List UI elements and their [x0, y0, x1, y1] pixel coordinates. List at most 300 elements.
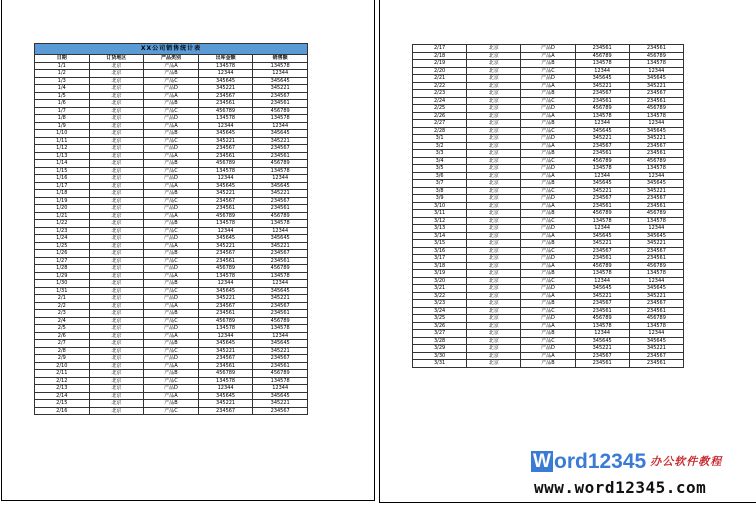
cell-category: 产品D — [144, 85, 199, 93]
cell-region: 北京 — [89, 130, 144, 138]
cell-sales: 234561 — [629, 45, 683, 53]
cell-date: 2/14 — [35, 392, 90, 400]
cell-sales: 345645 — [629, 75, 683, 83]
cell-date: 3/18 — [413, 262, 467, 270]
cell-shipment: 345645 — [198, 392, 253, 400]
cell-category: 产品A — [144, 302, 199, 310]
cell-sales: 234561 — [629, 97, 683, 105]
cell-sales: 345221 — [629, 82, 683, 90]
table-row — [413, 180, 684, 188]
cell-shipment: 234567 — [198, 355, 253, 363]
cell-date: 3/7 — [413, 180, 467, 188]
cell-region: 北京 — [89, 70, 144, 78]
cell-category: 产品A — [521, 142, 575, 150]
table-row — [413, 150, 684, 158]
cell-region: 北京 — [89, 100, 144, 108]
cell-shipment: 345221 — [575, 240, 629, 248]
cell-region: 北京 — [467, 322, 521, 330]
cell-region: 北京 — [467, 210, 521, 218]
cell-sales: 12344 — [253, 70, 308, 78]
table-row — [35, 377, 308, 385]
cell-region: 北京 — [467, 285, 521, 293]
cell-region: 北京 — [89, 197, 144, 205]
cell-shipment: 234567 — [575, 142, 629, 150]
cell-sales: 12344 — [253, 280, 308, 288]
table-row — [413, 142, 684, 150]
cell-region: 北京 — [89, 167, 144, 175]
cell-date: 2/9 — [35, 355, 90, 363]
cell-sales: 12344 — [629, 330, 683, 338]
cell-category: 产品C — [144, 317, 199, 325]
header-region: 订货地区 — [89, 55, 144, 63]
cell-sales: 234567 — [253, 92, 308, 100]
cell-category: 产品D — [144, 295, 199, 303]
cell-shipment: 456789 — [575, 210, 629, 218]
cell-region: 北京 — [467, 262, 521, 270]
cell-shipment: 345645 — [198, 287, 253, 295]
table-row — [35, 280, 308, 288]
cell-region: 北京 — [89, 62, 144, 70]
cell-category: 产品D — [144, 325, 199, 333]
cell-sales: 234561 — [253, 152, 308, 160]
cell-sales: 456789 — [253, 370, 308, 378]
cell-date: 1/15 — [35, 167, 90, 175]
cell-sales: 234561 — [629, 307, 683, 315]
cell-sales: 234567 — [629, 300, 683, 308]
cell-date: 1/28 — [35, 265, 90, 273]
table-row — [35, 385, 308, 393]
cell-category: 产品A — [144, 242, 199, 250]
cell-sales: 345645 — [253, 182, 308, 190]
table-row — [35, 100, 308, 108]
cell-sales: 234567 — [629, 352, 683, 360]
cell-region: 北京 — [467, 127, 521, 135]
cell-shipment: 134578 — [198, 325, 253, 333]
cell-date: 2/17 — [413, 45, 467, 53]
cell-region: 北京 — [467, 352, 521, 360]
cell-category: 产品D — [521, 195, 575, 203]
cell-sales: 134578 — [629, 270, 683, 278]
cell-category: 产品B — [144, 280, 199, 288]
cell-date: 1/14 — [35, 160, 90, 168]
cell-shipment: 456789 — [198, 370, 253, 378]
cell-shipment: 234561 — [198, 257, 253, 265]
cell-sales: 456789 — [629, 105, 683, 113]
logo-text: ord12345 — [554, 450, 647, 473]
table-row — [35, 145, 308, 153]
cell-shipment: 134578 — [575, 322, 629, 330]
cell-shipment: 134578 — [575, 270, 629, 278]
table-row — [35, 227, 308, 235]
cell-category: 产品C — [144, 197, 199, 205]
table-row — [35, 250, 308, 258]
cell-sales: 234567 — [253, 355, 308, 363]
cell-shipment: 234561 — [198, 310, 253, 318]
cell-category: 产品B — [144, 340, 199, 348]
cell-sales: 345221 — [253, 347, 308, 355]
cell-region: 北京 — [467, 300, 521, 308]
cell-region: 北京 — [89, 257, 144, 265]
table-row — [413, 225, 684, 233]
cell-sales: 345645 — [253, 392, 308, 400]
cell-category: 产品A — [521, 262, 575, 270]
table-row — [413, 277, 684, 285]
cell-sales: 12344 — [253, 332, 308, 340]
table-row — [35, 77, 308, 85]
cell-category: 产品B — [144, 370, 199, 378]
cell-shipment: 134578 — [198, 272, 253, 280]
cell-sales: 234567 — [629, 142, 683, 150]
cell-date: 1/31 — [35, 287, 90, 295]
cell-sales: 345645 — [253, 340, 308, 348]
cell-category: 产品A — [144, 62, 199, 70]
cell-category: 产品D — [144, 385, 199, 393]
cell-category: 产品C — [521, 127, 575, 135]
table-row — [35, 197, 308, 205]
cell-category: 产品D — [144, 235, 199, 243]
cell-shipment: 234561 — [575, 150, 629, 158]
cell-category: 产品A — [144, 182, 199, 190]
cell-date: 3/30 — [413, 352, 467, 360]
cell-region: 北京 — [467, 67, 521, 75]
cell-category: 产品C — [144, 347, 199, 355]
cell-region: 北京 — [89, 317, 144, 325]
table-row — [35, 317, 308, 325]
cell-region: 北京 — [89, 242, 144, 250]
cell-category: 产品B — [521, 60, 575, 68]
cell-date: 3/25 — [413, 315, 467, 323]
cell-category: 产品B — [144, 190, 199, 198]
cell-sales: 234567 — [253, 250, 308, 258]
cell-date: 3/1 — [413, 135, 467, 143]
cell-region: 北京 — [89, 265, 144, 273]
table-row — [35, 242, 308, 250]
cell-region: 北京 — [89, 370, 144, 378]
cell-date: 3/20 — [413, 277, 467, 285]
cell-sales: 345645 — [253, 235, 308, 243]
cell-sales: 134578 — [253, 115, 308, 123]
cell-category: 产品C — [521, 337, 575, 345]
cell-region: 北京 — [467, 150, 521, 158]
cell-category: 产品B — [144, 130, 199, 138]
cell-shipment: 345221 — [198, 137, 253, 145]
cell-category: 产品D — [521, 285, 575, 293]
table-row — [35, 62, 308, 70]
cell-sales: 345221 — [253, 242, 308, 250]
table-row — [413, 90, 684, 98]
cell-date: 2/28 — [413, 127, 467, 135]
cell-shipment: 234561 — [575, 97, 629, 105]
cell-sales: 345221 — [253, 137, 308, 145]
cell-date: 3/3 — [413, 150, 467, 158]
cell-category: 产品D — [144, 205, 199, 213]
cell-category: 产品C — [144, 167, 199, 175]
cell-region: 北京 — [467, 360, 521, 368]
table-row — [35, 175, 308, 183]
cell-category: 产品A — [144, 122, 199, 130]
cell-shipment: 234561 — [198, 362, 253, 370]
cell-region: 北京 — [467, 330, 521, 338]
logo-w-mark: W — [531, 451, 553, 472]
cell-date: 1/30 — [35, 280, 90, 288]
cell-sales: 345645 — [253, 77, 308, 85]
table-row — [35, 295, 308, 303]
cell-category: 产品A — [144, 272, 199, 280]
cell-sales: 134578 — [629, 60, 683, 68]
cell-region: 北京 — [467, 255, 521, 263]
table-row — [413, 300, 684, 308]
cell-category: 产品C — [144, 287, 199, 295]
cell-sales: 345221 — [253, 400, 308, 408]
table-row — [35, 190, 308, 198]
cell-region: 北京 — [467, 247, 521, 255]
cell-category: 产品D — [521, 45, 575, 53]
cell-sales: 456789 — [629, 315, 683, 323]
cell-shipment: 234567 — [575, 247, 629, 255]
cell-shipment: 234567 — [575, 90, 629, 98]
table-row — [413, 172, 684, 180]
logo-tagline: 办公软件教程 — [650, 455, 723, 468]
table-row — [35, 332, 308, 340]
table-row — [413, 75, 684, 83]
cell-sales: 234561 — [629, 150, 683, 158]
cell-sales: 134578 — [253, 167, 308, 175]
cell-shipment: 134578 — [198, 377, 253, 385]
table-row — [413, 315, 684, 323]
cell-shipment: 134578 — [575, 217, 629, 225]
table-row — [413, 210, 684, 218]
cell-date: 3/12 — [413, 217, 467, 225]
cell-region: 北京 — [89, 205, 144, 213]
table-row — [413, 240, 684, 248]
cell-sales: 345645 — [629, 285, 683, 293]
cell-shipment: 345221 — [198, 85, 253, 93]
cell-sales: 345221 — [629, 292, 683, 300]
cell-sales: 345221 — [253, 295, 308, 303]
cell-date: 1/23 — [35, 227, 90, 235]
cell-category: 产品A — [521, 52, 575, 60]
cell-date: 1/6 — [35, 100, 90, 108]
cell-shipment: 345221 — [198, 347, 253, 355]
table-row — [413, 60, 684, 68]
cell-region: 北京 — [89, 325, 144, 333]
cell-region: 北京 — [467, 232, 521, 240]
cell-shipment: 345645 — [198, 182, 253, 190]
cell-date: 1/1 — [35, 62, 90, 70]
cell-date: 2/4 — [35, 317, 90, 325]
cell-region: 北京 — [467, 157, 521, 165]
table-row — [35, 287, 308, 295]
cell-date: 2/24 — [413, 97, 467, 105]
cell-region: 北京 — [467, 180, 521, 188]
cell-shipment: 345645 — [575, 337, 629, 345]
cell-region: 北京 — [467, 270, 521, 278]
table-row — [35, 152, 308, 160]
cell-date: 2/21 — [413, 75, 467, 83]
cell-sales: 12344 — [629, 277, 683, 285]
cell-category: 产品D — [144, 175, 199, 183]
cell-date: 2/23 — [413, 90, 467, 98]
cell-shipment: 345645 — [575, 75, 629, 83]
table-row — [35, 272, 308, 280]
cell-date: 3/16 — [413, 247, 467, 255]
cell-category: 产品A — [521, 202, 575, 210]
table-row — [413, 270, 684, 278]
cell-region: 北京 — [89, 302, 144, 310]
cell-category: 产品A — [144, 362, 199, 370]
cell-shipment: 134578 — [198, 220, 253, 228]
cell-category: 产品A — [521, 82, 575, 90]
cell-region: 北京 — [467, 345, 521, 353]
table-row — [35, 347, 308, 355]
cell-region: 北京 — [89, 280, 144, 288]
cell-region: 北京 — [467, 60, 521, 68]
cell-category: 产品B — [144, 70, 199, 78]
cell-region: 北京 — [467, 202, 521, 210]
cell-shipment: 345221 — [198, 242, 253, 250]
cell-date: 2/15 — [35, 400, 90, 408]
cell-region: 北京 — [467, 225, 521, 233]
cell-sales: 345645 — [629, 232, 683, 240]
table-row — [413, 322, 684, 330]
table-row — [35, 137, 308, 145]
cell-date: 3/2 — [413, 142, 467, 150]
cell-shipment: 234561 — [575, 307, 629, 315]
cell-sales: 234567 — [629, 90, 683, 98]
cell-category: 产品A — [144, 152, 199, 160]
cell-category: 产品B — [521, 330, 575, 338]
cell-category: 产品A — [521, 322, 575, 330]
cell-sales: 12344 — [253, 227, 308, 235]
cell-date: 2/13 — [35, 385, 90, 393]
cell-region: 北京 — [467, 315, 521, 323]
cell-shipment: 345645 — [198, 340, 253, 348]
cell-date: 2/18 — [413, 52, 467, 60]
cell-date: 1/22 — [35, 220, 90, 228]
cell-sales: 345221 — [253, 85, 308, 93]
cell-category: 产品B — [521, 300, 575, 308]
cell-region: 北京 — [467, 165, 521, 173]
cell-date: 2/19 — [413, 60, 467, 68]
cell-region: 北京 — [89, 310, 144, 318]
cell-date: 3/15 — [413, 240, 467, 248]
cell-shipment: 234561 — [198, 152, 253, 160]
cell-sales: 234561 — [629, 202, 683, 210]
cell-category: 产品B — [144, 160, 199, 168]
header-shipment: 出库金额 — [198, 55, 253, 63]
print-preview-page-2 — [379, 0, 756, 503]
cell-region: 北京 — [89, 160, 144, 168]
table-row — [35, 122, 308, 130]
cell-region: 北京 — [89, 77, 144, 85]
table-row — [35, 160, 308, 168]
table-row — [413, 202, 684, 210]
cell-category: 产品D — [144, 355, 199, 363]
cell-category: 产品B — [521, 240, 575, 248]
cell-shipment: 345221 — [575, 135, 629, 143]
cell-sales: 234561 — [253, 362, 308, 370]
cell-category: 产品D — [521, 75, 575, 83]
cell-region: 北京 — [89, 212, 144, 220]
cell-date: 2/10 — [35, 362, 90, 370]
cell-shipment: 234567 — [575, 195, 629, 203]
cell-sales: 456789 — [629, 210, 683, 218]
cell-region: 北京 — [89, 400, 144, 408]
cell-shipment: 12344 — [198, 70, 253, 78]
cell-category: 产品B — [144, 400, 199, 408]
cell-category: 产品A — [144, 392, 199, 400]
cell-shipment: 345645 — [575, 180, 629, 188]
cell-shipment: 234561 — [575, 45, 629, 53]
cell-category: 产品D — [144, 145, 199, 153]
table-row — [413, 360, 684, 368]
cell-category: 产品C — [521, 157, 575, 165]
table-title: XX公司销售统计表 — [35, 44, 308, 55]
cell-date: 3/17 — [413, 255, 467, 263]
cell-date: 1/17 — [35, 182, 90, 190]
cell-category: 产品C — [144, 227, 199, 235]
cell-category: 产品B — [521, 150, 575, 158]
cell-region: 北京 — [467, 75, 521, 83]
cell-category: 产品B — [521, 210, 575, 218]
cell-shipment: 345645 — [575, 285, 629, 293]
cell-category: 产品B — [521, 180, 575, 188]
table-row — [413, 345, 684, 353]
cell-category: 产品A — [521, 232, 575, 240]
cell-sales: 456789 — [253, 265, 308, 273]
cell-category: 产品C — [521, 217, 575, 225]
cell-category: 产品C — [521, 307, 575, 315]
table-row — [35, 92, 308, 100]
cell-shipment: 456789 — [575, 105, 629, 113]
cell-date: 3/27 — [413, 330, 467, 338]
cell-region: 北京 — [89, 385, 144, 393]
table-row — [413, 195, 684, 203]
cell-region: 北京 — [89, 227, 144, 235]
cell-sales: 456789 — [629, 262, 683, 270]
cell-date: 1/2 — [35, 70, 90, 78]
cell-date: 3/24 — [413, 307, 467, 315]
cell-date: 3/23 — [413, 300, 467, 308]
table-row — [35, 392, 308, 400]
cell-sales: 345221 — [629, 345, 683, 353]
cell-region: 北京 — [89, 272, 144, 280]
cell-category: 产品B — [144, 100, 199, 108]
cell-region: 北京 — [89, 175, 144, 183]
cell-category: 产品B — [144, 250, 199, 258]
cell-shipment: 134578 — [198, 167, 253, 175]
cell-category: 产品D — [521, 255, 575, 263]
cell-category: 产品B — [521, 120, 575, 128]
cell-shipment: 234561 — [198, 100, 253, 108]
cell-date: 3/9 — [413, 195, 467, 203]
cell-sales: 134578 — [629, 217, 683, 225]
cell-date: 2/7 — [35, 340, 90, 348]
table-row — [35, 362, 308, 370]
cell-sales: 12344 — [253, 175, 308, 183]
cell-region: 北京 — [89, 182, 144, 190]
table-row — [35, 325, 308, 333]
table-row — [35, 182, 308, 190]
cell-date: 2/25 — [413, 105, 467, 113]
cell-category: 产品B — [144, 220, 199, 228]
cell-category: 产品D — [521, 165, 575, 173]
cell-sales: 134578 — [253, 325, 308, 333]
cell-region: 北京 — [89, 115, 144, 123]
cell-sales: 134578 — [629, 165, 683, 173]
cell-region: 北京 — [467, 97, 521, 105]
cell-region: 北京 — [467, 217, 521, 225]
